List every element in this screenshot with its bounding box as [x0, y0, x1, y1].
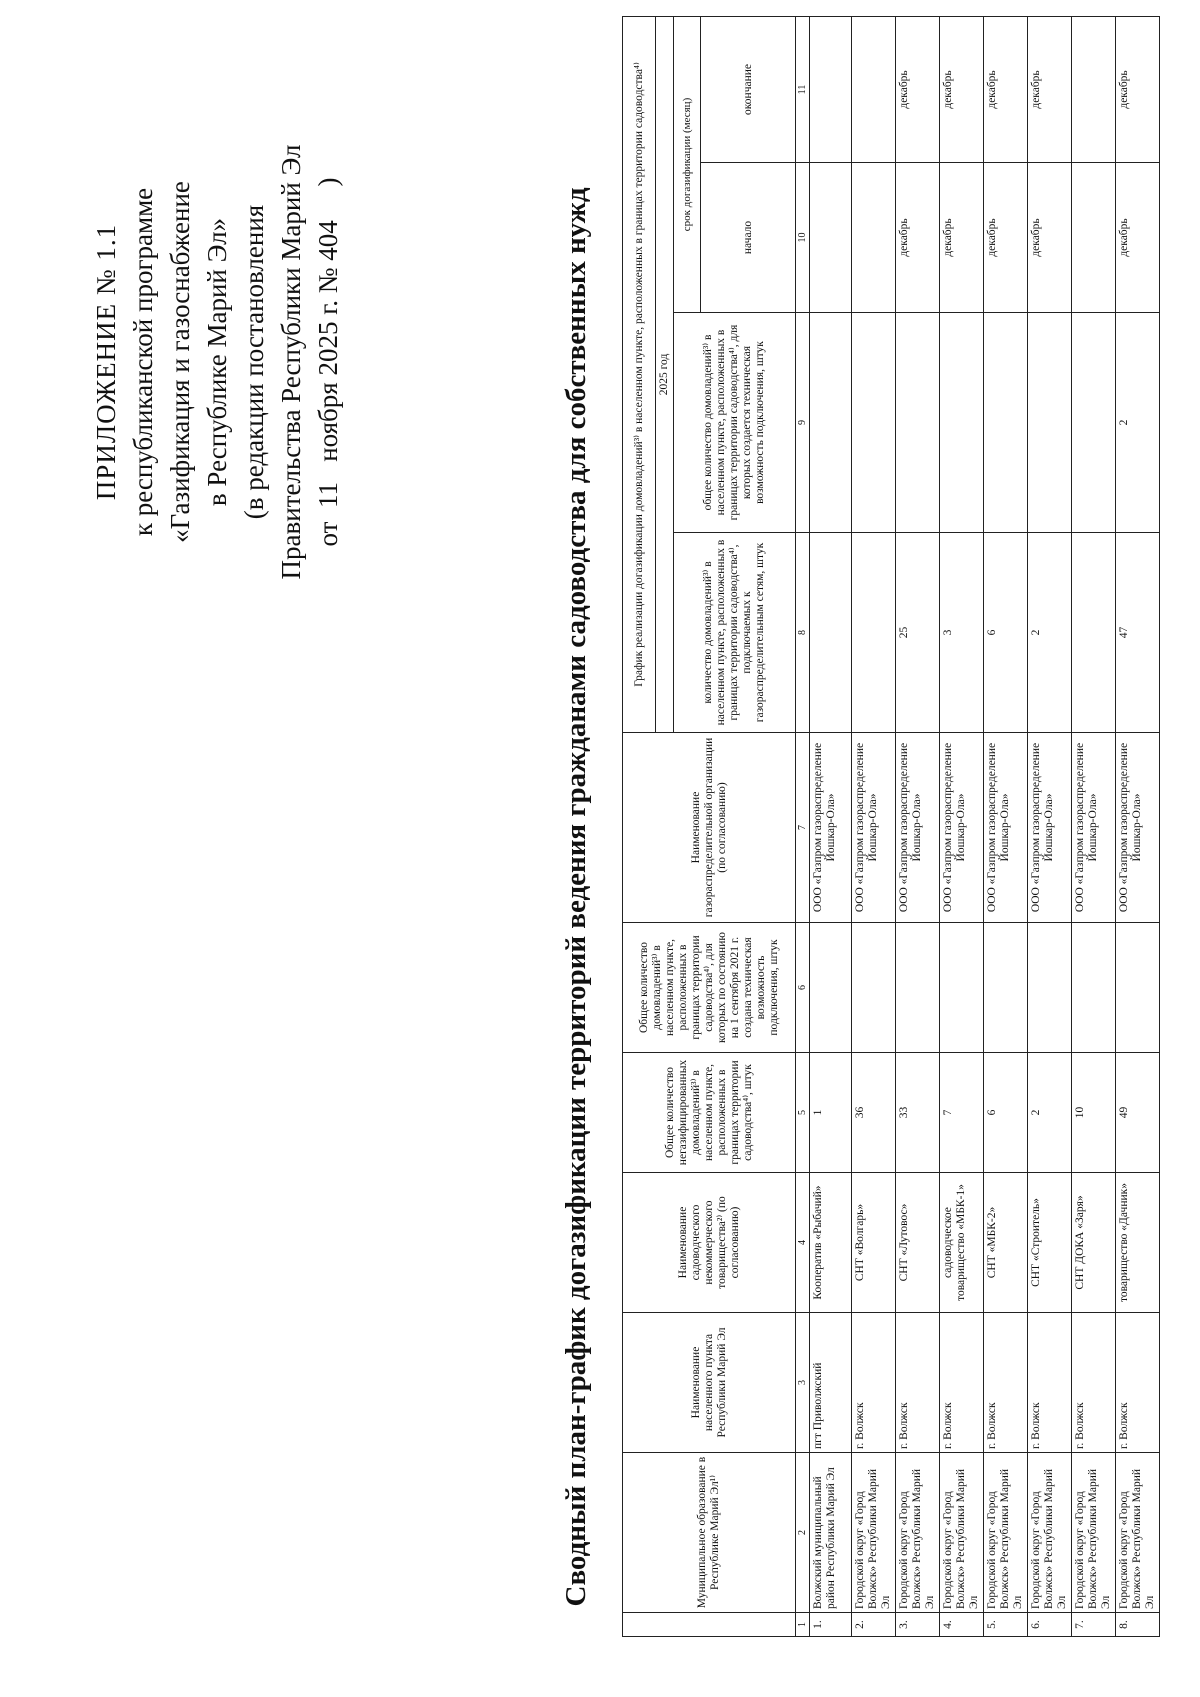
settlement-cell: г. Волжск — [1116, 1313, 1160, 1453]
municipality-cell: Городской округ «Город Волжск» Республики Марий Эл — [852, 1453, 896, 1613]
gas-org-cell: ООО «Газпром газораспределение Йошкар-Ола» — [852, 733, 896, 923]
header-cell: Наименование садоводческого некоммерческого товарищества²⁾ (по согласованию) — [623, 1173, 796, 1313]
municipality-cell: Городской округ «Город Волжск» Республики Марий Эл — [1072, 1453, 1116, 1613]
settlement-cell: г. Волжск — [1072, 1313, 1116, 1453]
settlement-cell: г. Волжск — [984, 1313, 1028, 1453]
header-year-cell: 2025 год — [656, 16, 674, 732]
start-month-cell: декабрь — [984, 163, 1028, 313]
column-number: 8 — [796, 533, 810, 733]
ungasified-count-cell: 6 — [984, 1053, 1028, 1173]
appendix-line: к республиканской программе — [128, 187, 158, 537]
appendix-header — [88, 82, 347, 642]
row-number: 8. — [1116, 1613, 1160, 1637]
ungasified-count-cell: 33 — [896, 1053, 940, 1173]
settlement-cell: г. Волжск — [1028, 1313, 1072, 1453]
capability-count-cell — [1072, 313, 1116, 533]
municipality-cell: Городской округ «Город Волжск» Республики Марий Эл — [984, 1453, 1028, 1613]
end-month-cell: декабрь — [984, 16, 1028, 162]
appendix-line: «Газификация и газоснабжение — [165, 181, 195, 543]
partnership-cell: СНТ «Лутовос» — [896, 1173, 940, 1313]
header-cell: общее количество домовладений³⁾ в населенном пункте, расположенных в границах территории садоводства⁴⁾, для которых создается техническая возможность подключения, штук — [674, 313, 796, 533]
column-number: 1 — [796, 1613, 810, 1637]
header-cell: окончание — [701, 16, 796, 162]
connected-count-cell: 47 — [1116, 533, 1160, 733]
capability-count-cell — [810, 313, 852, 533]
table-row — [940, 16, 984, 1636]
end-month-cell — [1072, 16, 1116, 162]
settlement-cell: г. Волжск — [852, 1313, 896, 1453]
appendix-line: в Республике Марий Эл» — [202, 217, 232, 507]
row-number: 3. — [896, 1613, 940, 1637]
end-month-cell: декабрь — [1116, 16, 1160, 162]
capability-count-cell — [896, 313, 940, 533]
capable-count-cell — [810, 923, 852, 1053]
capable-count-cell — [896, 923, 940, 1053]
partnership-cell: Кооператив «Рыбачий» — [810, 1173, 852, 1313]
municipality-cell: Городской округ «Город Волжск» Республики Марий Эл — [896, 1453, 940, 1613]
column-number: 9 — [796, 313, 810, 533]
column-number: 6 — [796, 923, 810, 1053]
municipality-cell: Волжский муниципальный район Республики Марий Эл — [810, 1453, 852, 1613]
appendix-line: Правительства Республики Марий Эл — [276, 144, 306, 580]
column-number: 7 — [796, 733, 810, 923]
capable-count-cell — [940, 923, 984, 1053]
capability-count-cell — [1028, 313, 1072, 533]
header-cell: количество домовладений³⁾ в населенном пункте, расположенных в границах территории садоводства⁴⁾, подключаемых к газораспределительным сетям, штук — [674, 533, 796, 733]
start-month-cell — [810, 163, 852, 313]
header-cell: Общее количество домовладений³⁾ в населенном пункте, расположенных в границах территории садоводства⁴⁾, для которых по состоянию на 1 сентября 2021 г. создана техническая возможность подключения, штук — [623, 923, 796, 1053]
column-number: 10 — [796, 163, 810, 313]
municipality-cell: Городской округ «Город Волжск» Республики Марий Эл — [1116, 1453, 1160, 1613]
partnership-cell: СНТ ДОКА «Заря» — [1072, 1173, 1116, 1313]
connected-count-cell — [810, 533, 852, 733]
header-cell: Общее количество негазифицированных домовладений³⁾ в населенном пункте, расположенных в границах территории садоводства⁴⁾, штук — [623, 1053, 796, 1173]
row-number: 7. — [1072, 1613, 1116, 1637]
row-number: 4. — [940, 1613, 984, 1637]
end-month-cell — [852, 16, 896, 162]
header-group-cell: График реализации догазификации домовладений³⁾ в населенном пункте, расположенных в границах территории садоводства⁴⁾ — [623, 16, 656, 732]
schedule-table — [622, 16, 1160, 1637]
column-number: 11 — [796, 16, 810, 162]
row-number: 1. — [810, 1613, 852, 1637]
header-cell — [623, 1613, 796, 1637]
capable-count-cell — [852, 923, 896, 1053]
table-body — [810, 16, 1160, 1636]
municipality-cell: Городской округ «Город Волжск» Республики Марий Эл — [1028, 1453, 1072, 1613]
header-cell: Наименование газораспределительной организации (по согласованию) — [623, 733, 796, 923]
end-month-cell: декабрь — [896, 16, 940, 162]
capable-count-cell — [984, 923, 1028, 1053]
table-row — [810, 16, 852, 1636]
ungasified-count-cell: 2 — [1028, 1053, 1072, 1173]
capability-count-cell — [940, 313, 984, 533]
municipality-cell: Городской округ «Город Волжск» Республики Марий Эл — [940, 1453, 984, 1613]
header-cell: начало — [701, 163, 796, 313]
start-month-cell: декабрь — [1116, 163, 1160, 313]
gas-org-cell: ООО «Газпром газораспределение Йошкар-Ола» — [1028, 733, 1072, 923]
gas-org-cell: ООО «Газпром газораспределение Йошкар-Ола» — [896, 733, 940, 923]
gas-org-cell: ООО «Газпром газораспределение Йошкар-Ола» — [810, 733, 852, 923]
end-month-cell: декабрь — [1028, 16, 1072, 162]
start-month-cell — [1072, 163, 1116, 313]
column-number: 3 — [796, 1313, 810, 1453]
capable-count-cell — [1072, 923, 1116, 1053]
partnership-cell: СНТ «Волгарь» — [852, 1173, 896, 1313]
table-row — [1028, 16, 1072, 1636]
table-row — [1116, 16, 1160, 1636]
header-cell: Муниципальное образование в Республике Марий Эл¹⁾ — [623, 1453, 796, 1613]
partnership-cell: садоводческое товарищество «МБК-1» — [940, 1173, 984, 1313]
end-month-cell — [810, 16, 852, 162]
table-row — [852, 16, 896, 1636]
partnership-cell: СНТ «МБК-2» — [984, 1173, 1028, 1313]
decree-date-number: от 11 ноября 2025 г. № 404 ) — [313, 177, 343, 547]
ungasified-count-cell: 49 — [1116, 1053, 1160, 1173]
capable-count-cell — [1116, 923, 1160, 1053]
start-month-cell: декабрь — [940, 163, 984, 313]
connected-count-cell: 25 — [896, 533, 940, 733]
table-row — [984, 16, 1028, 1636]
document-title: Сводный план-график догазификации территорий ведения гражданами садоводства для собственных нужд — [560, 187, 592, 1607]
partnership-cell: СНТ «Строитель» — [1028, 1173, 1072, 1313]
capability-count-cell — [984, 313, 1028, 533]
settlement-cell: г. Волжск — [940, 1313, 984, 1453]
start-month-cell: декабрь — [1028, 163, 1072, 313]
connected-count-cell — [852, 533, 896, 733]
settlement-cell: г. Волжск — [896, 1313, 940, 1453]
ungasified-count-cell: 1 — [810, 1053, 852, 1173]
settlement-cell: пгт Приволжский — [810, 1313, 852, 1453]
connected-count-cell — [1072, 533, 1116, 733]
row-number: 5. — [984, 1613, 1028, 1637]
ungasified-count-cell: 36 — [852, 1053, 896, 1173]
partnership-cell: товарищество «Дачник» — [1116, 1173, 1160, 1313]
capability-count-cell — [852, 313, 896, 533]
column-number: 2 — [796, 1453, 810, 1613]
gas-org-cell: ООО «Газпром газораспределение Йошкар-Ола» — [1116, 733, 1160, 923]
column-number-row — [796, 16, 810, 1636]
table-row — [1072, 16, 1116, 1636]
capability-count-cell: 2 — [1116, 313, 1160, 533]
header-term-cell: срок догазификации (месяц) — [674, 16, 701, 312]
connected-count-cell: 3 — [940, 533, 984, 733]
ungasified-count-cell: 10 — [1072, 1053, 1116, 1173]
appendix-line: (в редакции постановления — [239, 204, 269, 520]
row-number: 2. — [852, 1613, 896, 1637]
header-cell: Наименование населенного пункта Республики Марий Эл — [623, 1313, 796, 1453]
end-month-cell: декабрь — [940, 16, 984, 162]
gas-org-cell: ООО «Газпром газораспределение Йошкар-Ола» — [1072, 733, 1116, 923]
gas-org-cell: ООО «Газпром газораспределение Йошкар-Ола» — [940, 733, 984, 923]
connected-count-cell: 6 — [984, 533, 1028, 733]
table-row — [896, 16, 940, 1636]
ungasified-count-cell: 7 — [940, 1053, 984, 1173]
start-month-cell — [852, 163, 896, 313]
column-number: 5 — [796, 1053, 810, 1173]
gas-org-cell: ООО «Газпром газораспределение Йошкар-Ола» — [984, 733, 1028, 923]
header-row — [623, 16, 656, 1636]
row-number: 6. — [1028, 1613, 1072, 1637]
capable-count-cell — [1028, 923, 1072, 1053]
start-month-cell: декабрь — [896, 163, 940, 313]
appendix-number: ПРИЛОЖЕНИЕ № 1.1 — [91, 223, 121, 501]
column-number: 4 — [796, 1173, 810, 1313]
connected-count-cell: 2 — [1028, 533, 1072, 733]
